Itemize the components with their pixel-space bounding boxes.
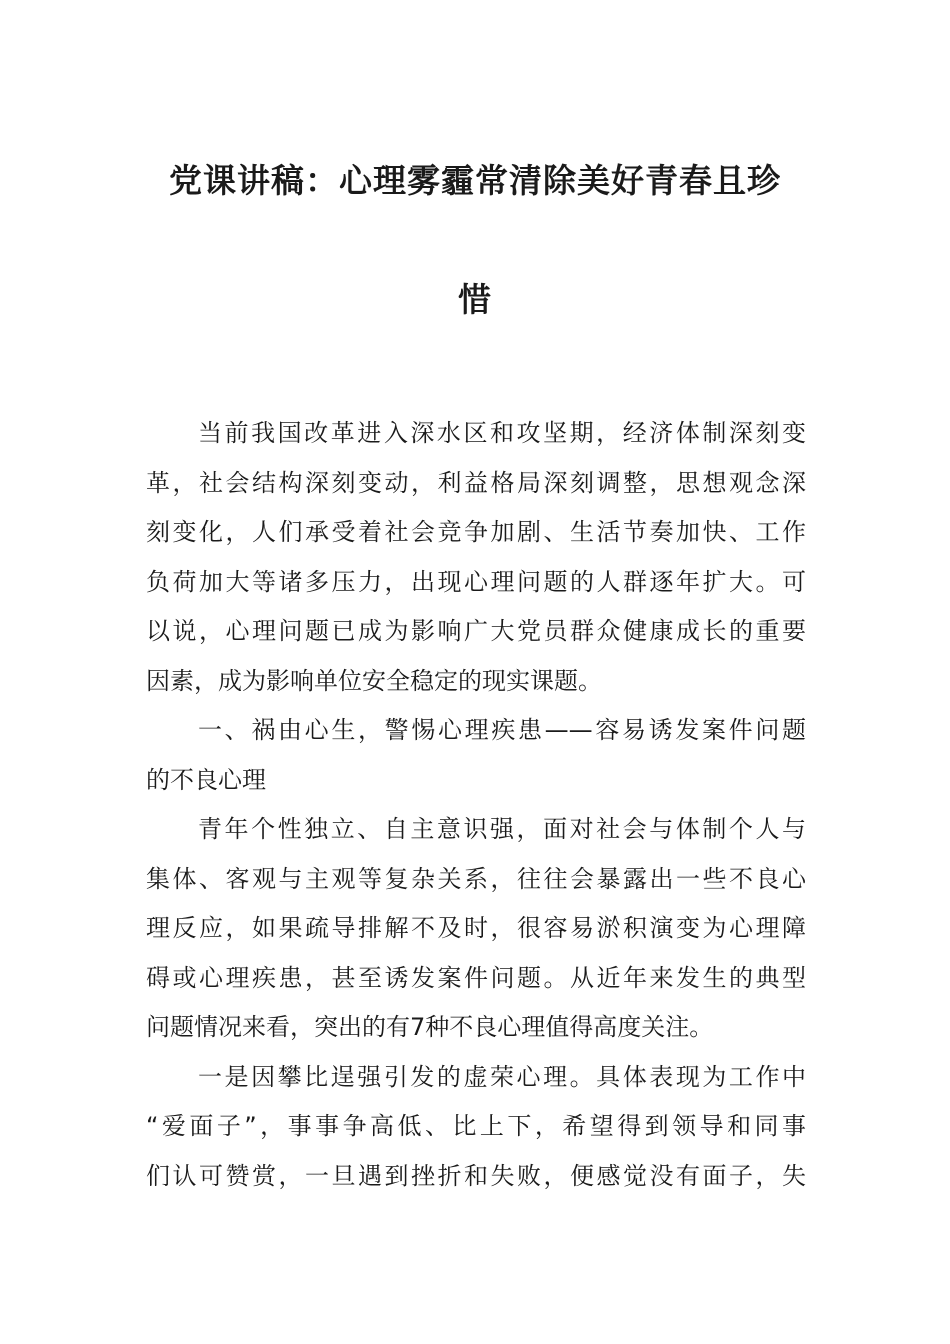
paragraph-line: 当前我国改革进入深水区和攻坚期，经济体制深刻变 xyxy=(198,419,806,447)
paragraph-line: 负荷加大等诸多压力，出现心理问题的人群逐年扩大。可 xyxy=(146,567,806,596)
section-heading-line: 一、祸由心生，警惕心理疾患——容易诱发案件问题 xyxy=(198,716,806,744)
paragraph-line: 刻变化，人们承受着社会竞争加剧、生活节奏加快、工作 xyxy=(146,518,806,546)
paragraph-line: 集体、客观与主观等复杂关系，往往会暴露出一些不良心 xyxy=(146,864,806,893)
paragraph-line: “爱面子”，事事争高低、比上下，希望得到领导和同事 xyxy=(146,1112,806,1140)
title-line-1: 党课讲稿：心理雾霾常清除美好青春且珍 xyxy=(169,161,781,200)
paragraph-line: 因素，成为影响单位安全稳定的现实课题。 xyxy=(146,666,602,695)
title-line-2: 惜 xyxy=(458,280,492,319)
body-text xyxy=(146,409,806,1201)
paragraph-line: 革，社会结构深刻变动，利益格局深刻调整，思想观念深 xyxy=(146,468,806,497)
paragraph-line: 一是因攀比逞强引发的虚荣心理。具体表现为工作中 xyxy=(198,1062,806,1091)
paragraph-line: 以说，心理问题已成为影响广大党员群众健康成长的重要 xyxy=(146,617,806,645)
section-heading-line: 的不良心理 xyxy=(146,765,266,794)
paragraph-line: 问题情况来看，突出的有7种不良心理值得高度关注。 xyxy=(146,1013,714,1041)
paragraph-line: 理反应，如果疏导排解不及时，很容易淤积演变为心理障 xyxy=(146,914,806,942)
paragraph-line: 青年个性独立、自主意识强，面对社会与体制个人与 xyxy=(198,815,806,843)
paragraph-line: 们认可赞赏，一旦遇到挫折和失败，便感觉没有面子，失 xyxy=(146,1161,806,1190)
paragraph-line: 碍或心理疾患，甚至诱发案件问题。从近年来发生的典型 xyxy=(146,963,806,992)
